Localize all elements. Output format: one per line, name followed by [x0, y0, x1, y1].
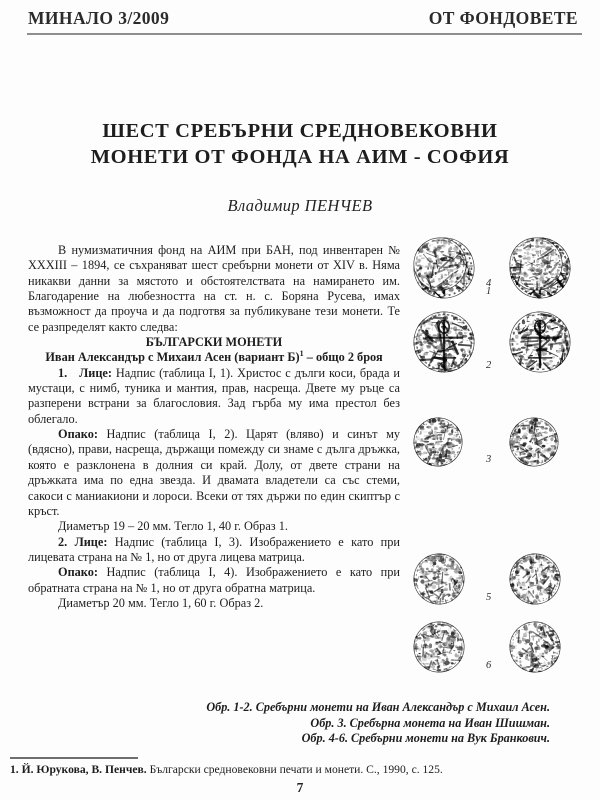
coin-figure-number: 5 — [486, 592, 492, 603]
coin-figure-number: 2 — [486, 360, 492, 371]
coin-row — [408, 620, 594, 686]
figure-caption: Обр. 1-2. Сребърни монети на Иван Александър с Михаил Асен. — [206, 700, 550, 714]
entry-1-obverse — [28, 366, 400, 427]
entry-2-reverse-label: Опако: — [58, 565, 98, 580]
footnote-reference: Български средновековни печати и монети. С., 1990, с. 125. — [146, 763, 443, 776]
title-line-1: ШЕСТ СРЕБЪРНИ СРЕДНОВЕКОВНИ — [102, 120, 498, 142]
entry-1-obverse-text: Надпис (таблица I, 1). Христос с дълги коси, брада и мустаци, с нимб, туника и мантия, прав, насреща. Двете му ръце са разперени встрани за благословия. Зад гърба му има престол без облегало. — [28, 365, 400, 426]
coin-reverse-image — [508, 310, 572, 374]
intro-paragraph: В нумизматичния фонд на АИМ при БАН, под инвентарен № XXXIII – 1894, се съхраняват шест сребърни монети от XIV в. Няма никакви данни за мястото и обстоятелствата на намирането им. Благодарение на любезността на ст. н. с. Боряна Русева, имах възможност да проуча и да подготвя за публикуване тези монети. Те се разпределят както следва: — [28, 243, 400, 334]
coin-row — [408, 416, 594, 482]
coin-plate — [408, 236, 594, 694]
footnote-number: 1. — [10, 763, 22, 776]
coin-row — [408, 552, 594, 618]
coin-reverse-image — [508, 236, 564, 292]
entry-1-reverse-label: Опако: — [58, 427, 98, 442]
author-surname: ПЕНЧЕВ — [304, 196, 373, 215]
entry-2-obverse — [28, 535, 400, 566]
footnote-rule — [10, 757, 138, 759]
running-head — [28, 8, 578, 36]
coin-reverse-image — [508, 416, 560, 468]
coin-figure-number: 3 — [486, 454, 492, 465]
coin-obverse-image — [412, 310, 476, 374]
page-number: 7 — [296, 780, 304, 795]
figure-caption: Обр. 3. Сребърна монета на Иван Шишман. — [310, 715, 550, 730]
coin-obverse-image — [412, 416, 464, 468]
header-rule — [27, 33, 582, 35]
entry-2-measurements: Диаметър 20 мм. Тегло 1, 60 г. Образ 2. — [58, 595, 264, 610]
coin-obverse-image — [412, 552, 466, 606]
main-text-column — [28, 243, 400, 611]
entry-1-measurements: Диаметър 19 – 20 мм. Тегло 1, 40 г. Образ 1. — [58, 519, 288, 534]
section-heading: БЪЛГАРСКИ МОНЕТИ — [145, 335, 283, 350]
figure-caption: Обр. 4-6. Сребърни монети на Вук Бранкович. — [301, 731, 550, 745]
title-line-2: МОНЕТИ ОТ ФОНДА НА АИМ - СОФИЯ — [90, 146, 510, 168]
coin-figure-number: 1 — [486, 286, 492, 297]
author-given-name: Владимир — [227, 196, 301, 215]
entry-1-reverse — [28, 427, 400, 519]
coin-reverse-image — [508, 552, 562, 606]
entry-1-obverse-label: Лице: — [79, 365, 112, 380]
coin-row — [408, 310, 594, 376]
entry-2-number: 2. — [58, 534, 68, 549]
figure-caption-block — [80, 700, 550, 747]
entry-1-number: 1. — [58, 365, 68, 380]
coin-figure-number: 4 — [486, 278, 492, 289]
entry-2-reverse — [28, 565, 400, 596]
ruler-heading-text: Иван Александър с Михаил Асен (вариант Б) — [45, 350, 300, 365]
ruler-heading-tail: – общо 2 броя — [303, 350, 383, 365]
entry-1-reverse-text: Надпис (таблица I, 2). Царят (вляво) и синът му (вдясно), прави, насреща, държащи помежду си знаме с дълга дръжка, която е разклонена в долния си край. Долу, от двете страни на дръжката има по една звезда. И двамата владетели са със стеми, сакоси с маниакиони и лороси. Всеки от тях държи по един скиптър с кръст. — [28, 427, 400, 518]
page-title — [40, 118, 560, 170]
footnote — [10, 763, 590, 777]
footnote-marker: 1 — [299, 349, 304, 359]
footnote-authors: Й. Юрукова, В. Пенчев. — [21, 763, 147, 776]
ruler-heading — [28, 350, 400, 365]
entry-2-obverse-text: Надпис (таблица I, 3). Изображението е като при лицевата страна на № 1, но от друга лицева матрица. — [28, 534, 400, 564]
entry-2-obverse-label: Лице: — [74, 534, 108, 549]
coin-reverse-image — [508, 620, 562, 674]
coin-row — [408, 236, 594, 302]
title-block — [40, 118, 560, 216]
running-head-section: ОТ ФОНДОВЕТЕ — [428, 8, 578, 28]
author-byline — [40, 196, 560, 216]
coin-obverse-image — [412, 620, 466, 674]
entry-2-reverse-text: Надпис (таблица I, 4). Изображението е като при обратната страна на № 1, но от друга обратна матрица. — [28, 565, 400, 595]
coin-figure-number: 6 — [486, 660, 492, 671]
running-head-journal: МИНАЛО 3/2009 — [28, 8, 170, 28]
coin-obverse-image — [412, 236, 468, 292]
